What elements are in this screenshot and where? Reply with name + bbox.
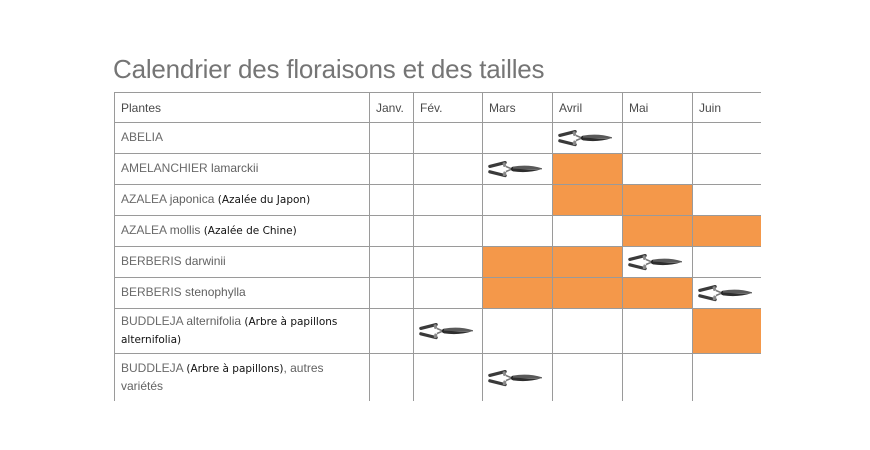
plant-common-name: (Arbre à papillons) bbox=[186, 363, 284, 375]
month-cell bbox=[370, 354, 414, 402]
plant-name-cell bbox=[115, 247, 370, 278]
month-cell bbox=[553, 216, 623, 247]
month-cell bbox=[414, 123, 483, 154]
table-row bbox=[115, 185, 762, 216]
month-cell bbox=[553, 123, 623, 154]
month-cell bbox=[414, 354, 483, 402]
month-cell bbox=[693, 185, 762, 216]
plant-genus: BERBERIS bbox=[121, 254, 182, 268]
month-cell bbox=[553, 354, 623, 402]
plant-name-cell bbox=[115, 278, 370, 309]
table-row bbox=[115, 278, 762, 309]
month-cell bbox=[414, 309, 483, 354]
table-row bbox=[115, 154, 762, 185]
plant-species: japonica bbox=[166, 192, 218, 206]
column-header-mar: Mars bbox=[483, 93, 553, 123]
month-cell bbox=[623, 123, 693, 154]
bloom-cell bbox=[693, 216, 762, 247]
plant-genus: BERBERIS bbox=[121, 285, 182, 299]
plant-genus: BUDDLEJA bbox=[121, 361, 184, 375]
plant-common-name: (Arbre à papillons alternifolia) bbox=[121, 316, 338, 346]
bloom-cell bbox=[553, 185, 623, 216]
plant-genus: AZALEA bbox=[121, 192, 167, 206]
table-row bbox=[115, 309, 762, 354]
month-cell bbox=[483, 216, 553, 247]
bloom-cell bbox=[693, 309, 762, 354]
plant-common-name: (Azalée du Japon) bbox=[217, 194, 311, 206]
month-cell bbox=[483, 185, 553, 216]
table-header-row bbox=[115, 93, 762, 123]
month-cell bbox=[693, 354, 762, 402]
month-cell bbox=[483, 309, 553, 354]
month-cell bbox=[370, 185, 414, 216]
month-cell bbox=[414, 216, 483, 247]
table-row bbox=[115, 123, 762, 154]
pruning-shears-icon bbox=[486, 366, 544, 390]
month-cell bbox=[370, 278, 414, 309]
month-cell bbox=[623, 309, 693, 354]
table-row bbox=[115, 354, 762, 402]
table-row bbox=[115, 216, 762, 247]
month-cell bbox=[370, 309, 414, 354]
bloom-cell bbox=[623, 278, 693, 309]
plant-species: mollis bbox=[166, 223, 204, 237]
month-cell bbox=[370, 216, 414, 247]
bloom-cell bbox=[483, 247, 553, 278]
plant-name-cell bbox=[115, 154, 370, 185]
plant-name-cell bbox=[115, 216, 370, 247]
column-header-feb: Fév. bbox=[414, 93, 483, 123]
month-cell bbox=[483, 354, 553, 402]
month-cell bbox=[414, 247, 483, 278]
month-cell bbox=[623, 247, 693, 278]
month-cell bbox=[553, 309, 623, 354]
calendar-table bbox=[114, 92, 761, 401]
month-cell bbox=[370, 123, 414, 154]
month-cell bbox=[370, 154, 414, 185]
month-cell bbox=[693, 154, 762, 185]
plant-extra: , autres variétés bbox=[121, 361, 324, 393]
month-cell bbox=[483, 123, 553, 154]
calendar-table-viewport[interactable] bbox=[114, 92, 761, 401]
plant-species: alternifolia bbox=[183, 314, 245, 328]
plant-name-cell bbox=[115, 185, 370, 216]
plant-name-cell bbox=[115, 123, 370, 154]
plant-common-name: (Azalée de Chine) bbox=[203, 225, 297, 237]
plant-species: stenophylla bbox=[181, 285, 246, 299]
plant-genus: AMELANCHIER bbox=[121, 161, 208, 175]
table-row bbox=[115, 247, 762, 278]
column-header-jan: Janv. bbox=[370, 93, 414, 123]
bloom-cell bbox=[553, 247, 623, 278]
column-header-jun: Juin bbox=[693, 93, 762, 123]
plant-genus: BUDDLEJA bbox=[121, 314, 184, 328]
month-cell bbox=[623, 154, 693, 185]
column-header-apr: Avril bbox=[553, 93, 623, 123]
plant-species: darwinii bbox=[181, 254, 226, 268]
month-cell bbox=[414, 278, 483, 309]
month-cell bbox=[414, 185, 483, 216]
page-title: Calendrier des floraisons et des tailles bbox=[113, 54, 545, 84]
column-header-may: Mai bbox=[623, 93, 693, 123]
column-header-plants: Plantes bbox=[115, 93, 370, 123]
month-cell bbox=[693, 247, 762, 278]
plant-name-cell bbox=[115, 354, 370, 402]
month-cell bbox=[370, 247, 414, 278]
pruning-shears-icon bbox=[696, 281, 754, 305]
month-cell bbox=[693, 123, 762, 154]
plant-name-cell bbox=[115, 309, 370, 354]
bloom-cell bbox=[623, 216, 693, 247]
month-cell bbox=[414, 154, 483, 185]
pruning-shears-icon bbox=[556, 126, 614, 150]
bloom-cell bbox=[623, 185, 693, 216]
month-cell bbox=[623, 354, 693, 402]
plant-species: lamarckii bbox=[207, 161, 259, 175]
pruning-shears-icon bbox=[417, 319, 475, 343]
bloom-cell bbox=[553, 154, 623, 185]
pruning-shears-icon bbox=[486, 157, 544, 181]
bloom-cell bbox=[483, 278, 553, 309]
plant-genus: ABELIA bbox=[121, 130, 164, 144]
pruning-shears-icon bbox=[626, 250, 684, 274]
month-cell bbox=[483, 154, 553, 185]
plant-genus: AZALEA bbox=[121, 223, 167, 237]
month-cell bbox=[693, 278, 762, 309]
bloom-cell bbox=[553, 278, 623, 309]
